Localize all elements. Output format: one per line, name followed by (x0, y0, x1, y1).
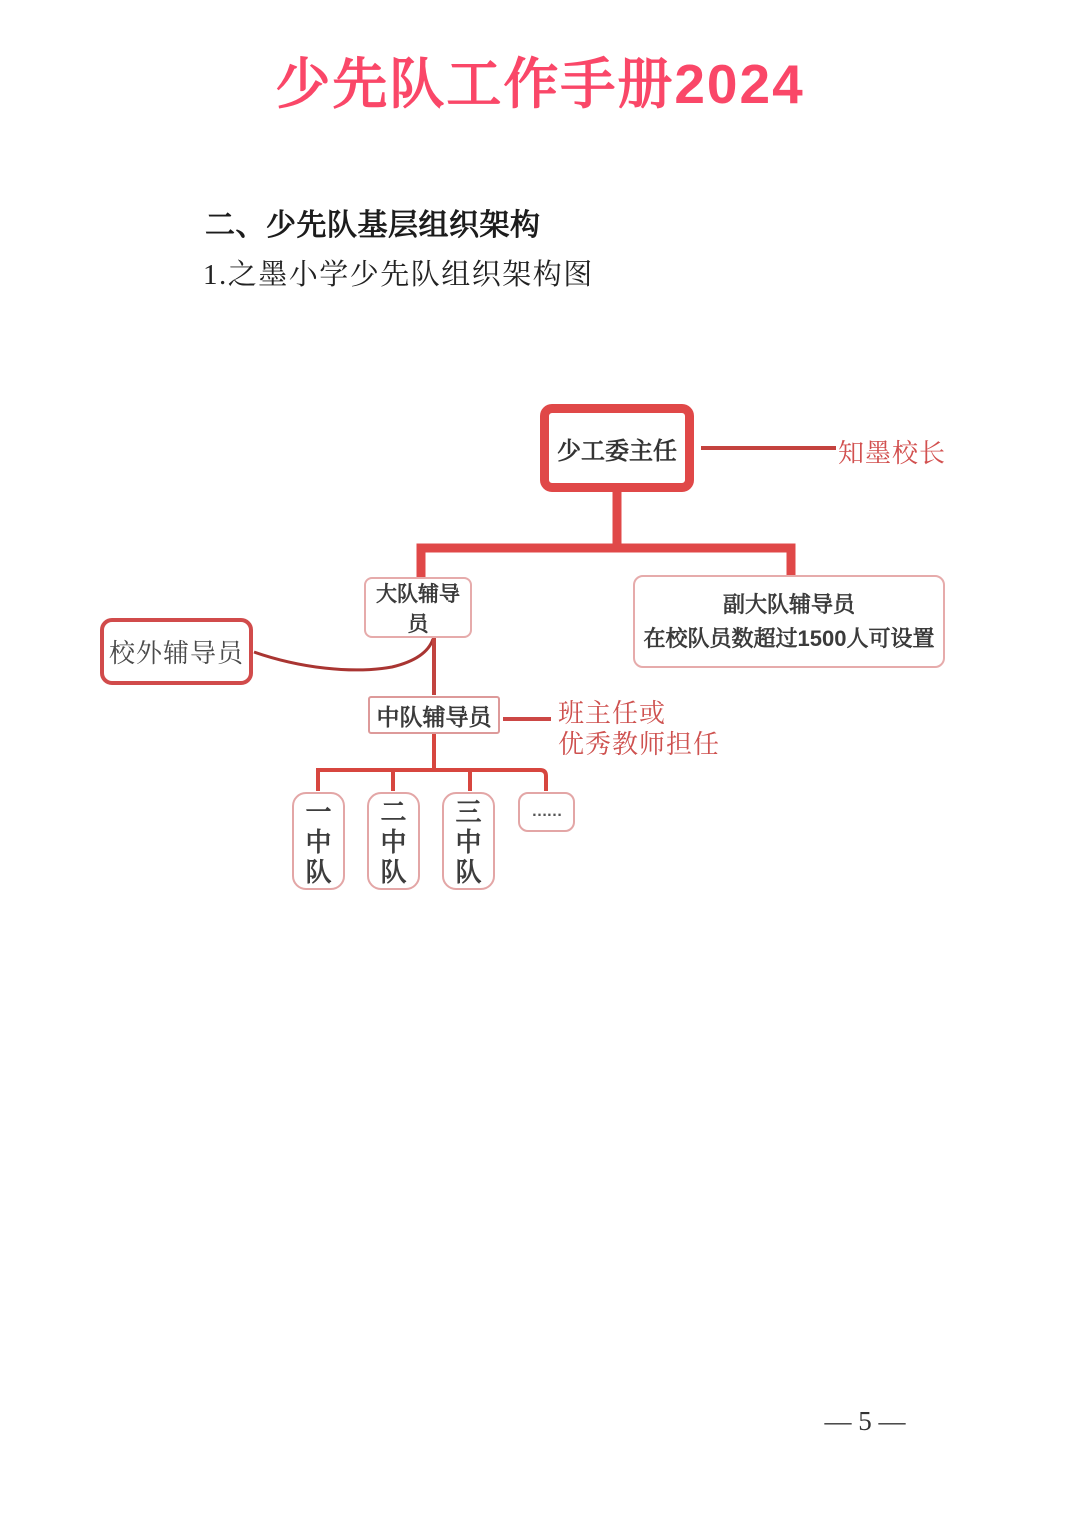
page-number: — 5 — (824, 1406, 906, 1436)
trunk-connector (421, 489, 791, 577)
section-heading: 二、少先队基层组织架构 (205, 209, 541, 242)
external-counselor-node (100, 618, 253, 685)
external-counselor-label: 校外辅导员 (108, 638, 244, 668)
deputy-brigade-node (633, 575, 945, 668)
squads-connector (318, 734, 546, 791)
squad-label-3: 三中队 (455, 797, 482, 887)
director-node (540, 404, 694, 492)
deputy-brigade-condition: 在校队员数超过1500人可设置 (643, 625, 935, 651)
sub-heading: 1.之墨小学少先队组织架构图 (203, 259, 594, 291)
squadron-counselor-label: 中队辅导员 (376, 703, 492, 730)
squad-ellipsis-label: …… (531, 803, 562, 820)
deputy-brigade-label: 副大队辅导员 (722, 591, 855, 617)
squad-node-1 (292, 792, 345, 890)
principal-annotation: 知墨校长 (838, 438, 947, 468)
director-label: 少工委主任 (557, 437, 677, 465)
squad-label-1: 一中队 (305, 797, 332, 887)
squadron-annotation (558, 698, 720, 760)
external-curve-connector (254, 639, 433, 670)
squadron-annotation-line1: 班主任或 (558, 698, 667, 728)
brigade-counselor-label: 大队辅导员 (376, 582, 460, 636)
brigade-counselor-node (364, 577, 472, 638)
squadron-counselor-node (368, 696, 500, 734)
squad-ellipsis-node (518, 792, 575, 832)
squad-label-2: 二中队 (380, 797, 407, 887)
squadron-annotation-line2: 优秀教师担任 (558, 729, 721, 759)
squad-node-2 (367, 792, 420, 890)
squad-node-3 (442, 792, 495, 890)
page-title: 少先队工作手册2024 (275, 53, 805, 115)
